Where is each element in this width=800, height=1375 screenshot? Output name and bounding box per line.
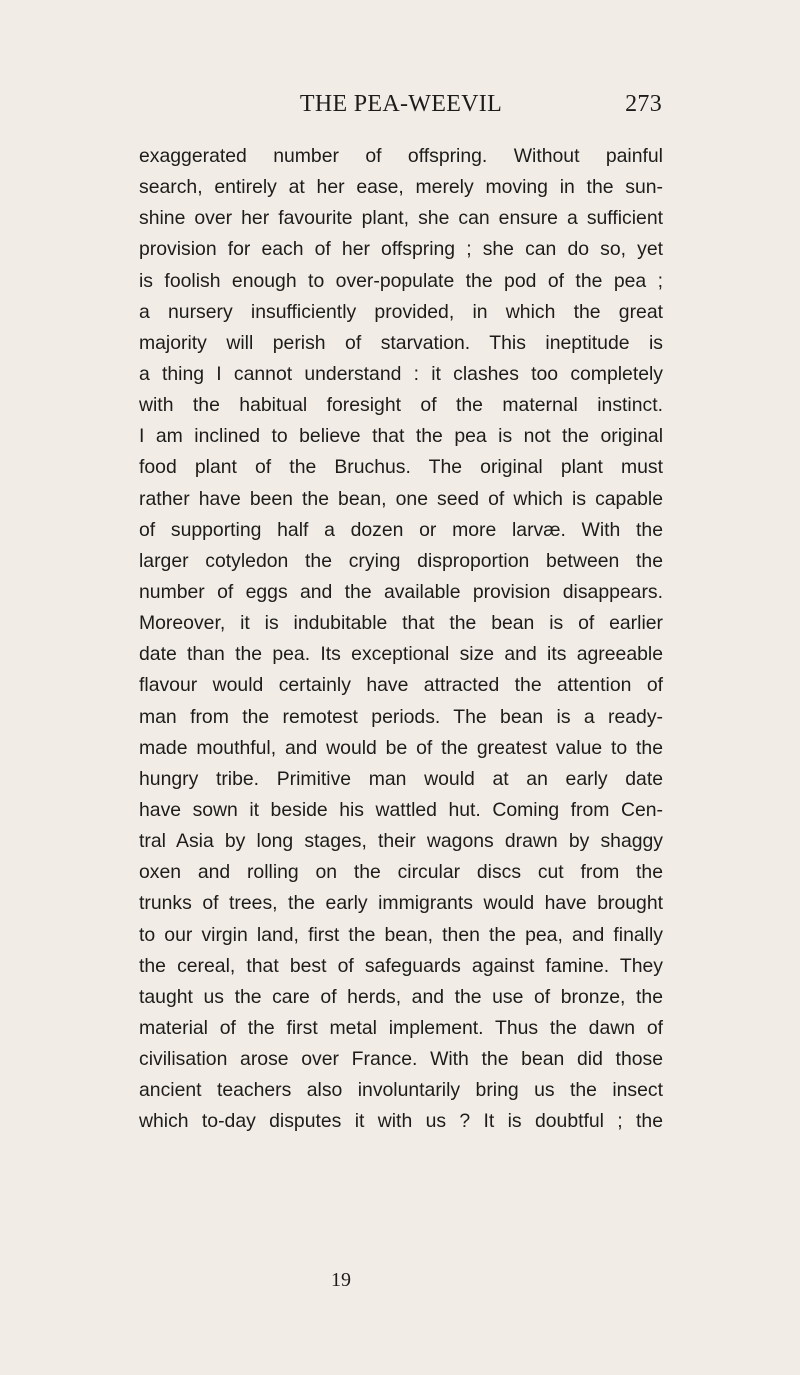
text-line: search, entirely at her ease, merely moving in the sun-	[139, 176, 663, 199]
text-line: hungry tribe. Primitive man would at an early date	[139, 767, 663, 790]
body-text	[139, 141, 663, 1138]
text-line: is foolish enough to over-populate the pod of the pea ;	[139, 269, 663, 292]
text-line: oxen and rolling on the circular discs cut from the	[139, 861, 663, 884]
text-line: civilisation arose over France. With the bean did those	[139, 1048, 663, 1071]
running-title: THE PEA-WEEVIL	[299, 91, 503, 117]
text-line: I am inclined to believe that the pea is not the original	[139, 425, 663, 448]
text-line: material of the first metal implement. Thus the dawn of	[139, 1016, 663, 1039]
text-line: ancient teachers also involuntarily bring us the insect	[139, 1079, 663, 1102]
text-line: the cereal, that best of safeguards against famine. They	[139, 954, 663, 977]
text-line: taught us the care of herds, and the use of bronze, the	[139, 985, 663, 1008]
text-line: with the habitual foresight of the maternal instinct.	[139, 394, 663, 417]
text-line: provision for each of her offspring ; she can do so, yet	[139, 238, 663, 261]
text-line: Moreover, it is indubitable that the bean is of earlier	[139, 612, 663, 635]
text-line: a thing I cannot understand : it clashes too completely	[139, 362, 663, 385]
signature-mark: 19	[331, 1269, 351, 1291]
text-line: number of eggs and the available provision disappears.	[139, 580, 663, 603]
text-line: made mouthful, and would be of the greatest value to the	[139, 736, 663, 759]
text-line: tral Asia by long stages, their wagons drawn by shaggy	[139, 830, 663, 853]
text-line: shine over her favourite plant, she can ensure a sufficient	[139, 207, 663, 230]
text-line: trunks of trees, the early immigrants would have brought	[139, 892, 663, 915]
page-number: 273	[625, 91, 662, 117]
text-line: rather have been the bean, one seed of which is capable	[139, 487, 663, 510]
text-line: man from the remotest periods. The bean is a ready-	[139, 705, 663, 728]
text-line: food plant of the Bruchus. The original plant must	[139, 456, 663, 479]
text-line: larger cotyledon the crying disproportion between the	[139, 549, 663, 572]
text-line: of supporting half a dozen or more larvæ. With the	[139, 518, 663, 541]
text-line: date than the pea. Its exceptional size and its agreeable	[139, 643, 663, 666]
text-line: a nursery insufficiently provided, in which the great	[139, 300, 663, 323]
text-line: which to-day disputes it with us ? It is doubtful ; the	[139, 1110, 663, 1133]
text-line: have sown it beside his wattled hut. Coming from Cen-	[139, 798, 663, 821]
text-line: majority will perish of starvation. This ineptitude is	[139, 331, 663, 354]
text-line: flavour would certainly have attracted the attention of	[139, 674, 663, 697]
text-line: exaggerated number of offspring. Without painful	[139, 145, 663, 167]
running-head	[140, 87, 662, 121]
text-line: to our virgin land, first the bean, then the pea, and finally	[139, 923, 663, 946]
